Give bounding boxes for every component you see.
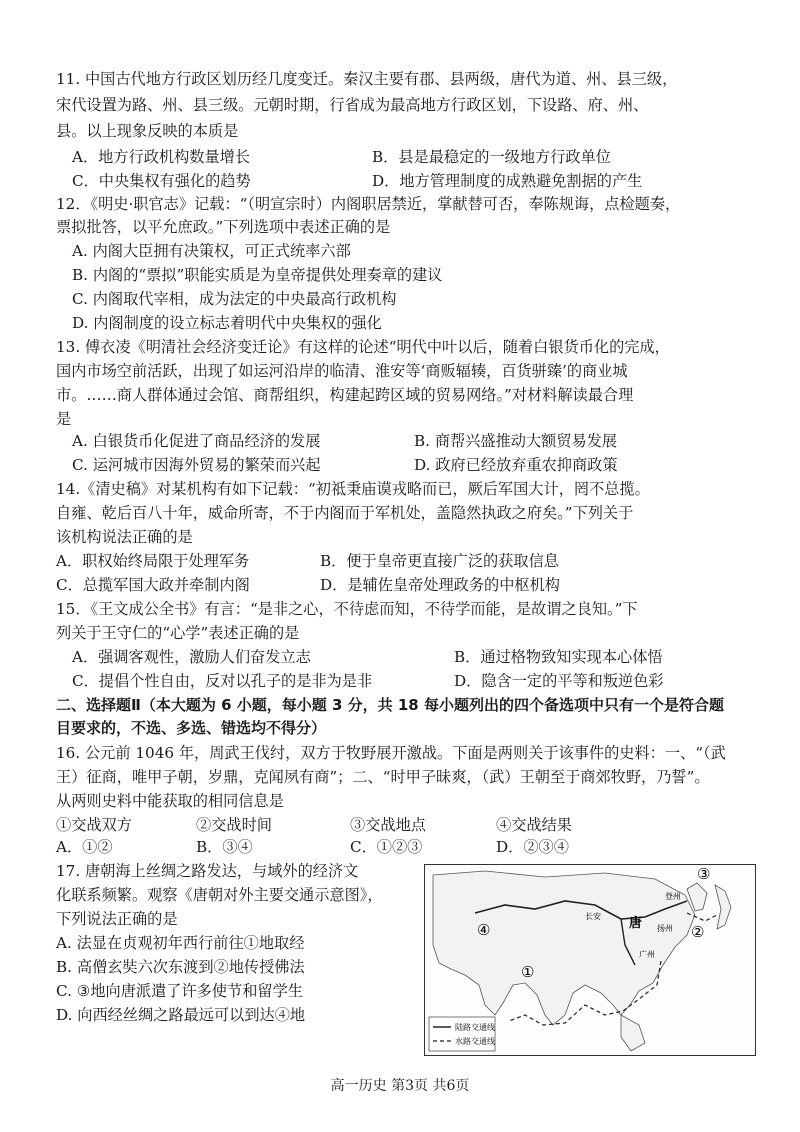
map-label-changan: 长安	[585, 912, 601, 921]
map-marker-1: ①	[521, 963, 535, 981]
map-drawing	[425, 865, 755, 1055]
q17-option-d: D. 向西经丝绸之路最远可以到达④地	[56, 1006, 306, 1024]
q11-stem-line-2: 宋代设置为路、州、县三级。元朝时期，行省成为最高地方行政区划，下设路、府、州、	[56, 96, 649, 114]
q14-option-a: A．职权始终局限于处理军务	[56, 552, 250, 570]
q14-stem-line-2: 自雍、乾后百八十年，威命所寄，不于内阁而于军机处，盖隐然执政之府矣。”下列关于	[56, 504, 634, 522]
q11-option-a: A．地方行政机构数量增长	[72, 148, 251, 166]
section-2-heading-line-1: 二、选择题Ⅱ（本大题为 6 小题，每小题 3 分，共 18 每小题列出的四个备选项中只有一个是符合题	[56, 696, 724, 714]
q17-stem-line-1: 17. 唐朝海上丝绸之路发达，与域外的经济文	[56, 862, 359, 880]
q13-stem-line-2: 国内市场空前活跃，出现了如运河沿岸的临清、淮安等‘商贩辐辏，百货骈臻’的商业城	[56, 362, 628, 380]
q12-option-a: A. 内阁大臣拥有决策权，可正式统率六部	[72, 242, 351, 260]
q14-option-b: B．便于皇帝更直接广泛的获取信息	[320, 552, 559, 570]
q14-option-c: C．总揽军国大政并牵制内阁	[56, 576, 250, 594]
q13-option-d: D. 政府已经放弃重农抑商政策	[414, 456, 618, 474]
q11-stem-line-1: 11. 中国古代地方行政区划历经几度变迁。秦汉主要有郡、县两级，唐代为道、州、县三级，	[56, 70, 678, 88]
q15-stem-line-1: 15．《王文成公全书》有言：“是非之心，不待虑而知，不待学而能，是故谓之良知。”下	[56, 600, 638, 618]
q17-option-c: C. ③地向唐派遣了许多使节和留学生	[56, 982, 303, 1000]
q13-option-a: A. 白银货币化促进了商品经济的发展	[72, 432, 321, 450]
q11-stem-line-3: 县。以上现象反映的本质是	[56, 122, 239, 140]
map-marker-2: ②	[691, 923, 705, 941]
map-label-dengzhou: 登州	[665, 892, 681, 901]
q13-option-c: C. 运河城市因海外贸易的繁荣而兴起	[72, 456, 321, 474]
q15-option-d: D．隐含一定的平等和叛逆色彩	[454, 672, 664, 690]
map-legend-land-label: 陆路交通线	[455, 1023, 495, 1032]
page-footer: 高一历史 第3页 共6页	[330, 1078, 470, 1094]
map-marker-4: ④	[477, 921, 491, 939]
map-label-yangzhou: 扬州	[657, 924, 673, 933]
q17-option-a: A. 法显在贞观初年西行前往①地取经	[56, 934, 305, 952]
q12-stem-line-1: 12．《明史·职官志》记载：“（明宣宗时）内阁职居禁近，掌献替可否，奉陈规诲，点检题奏，	[56, 195, 681, 213]
q16-item-2: ②交战时间	[196, 816, 272, 834]
q16-stem-line-3: 从两则史料中能获取的相同信息是	[56, 792, 284, 810]
map-marker-3: ③	[697, 865, 711, 883]
q15-option-b: B．通过格物致知实现本心体悟	[454, 648, 663, 666]
q11-option-d: D．地方管理制度的成熟避免割据的产生	[372, 172, 643, 190]
q16-option-c: C．①②③	[350, 838, 423, 856]
q13-stem-line-4: 是	[56, 410, 72, 428]
q16-item-1: ①交战双方	[56, 816, 132, 834]
q11-option-c: C．中央集权有强化的趋势	[72, 172, 251, 190]
q14-stem-line-3: 该机构说法正确的是	[56, 528, 193, 546]
q16-option-d: D．②③④	[496, 838, 569, 856]
map-legend-sea-label: 水路交通线	[455, 1037, 495, 1046]
tang-traffic-map	[424, 864, 756, 1056]
q16-item-3: ③交战地点	[350, 816, 426, 834]
q11-option-b: B．县是最稳定的一级地方行政单位	[372, 148, 611, 166]
q12-option-c: C. 内阁取代宰相，成为法定的中央最高行政机构	[72, 290, 397, 308]
q15-option-a: A．强调客观性，激励人们奋发立志	[72, 648, 311, 666]
q12-option-d: D. 内阁制度的设立标志着明代中央集权的强化	[72, 314, 382, 332]
q13-stem-line-1: 13. 傅衣凌《明清社会经济变迁论》有这样的论述“明代中叶以后，随着白银货币化的完成，	[56, 338, 670, 356]
map-label-tang: 唐	[629, 916, 643, 931]
q16-option-b: B．③④	[196, 838, 253, 856]
q17-stem-line-2: 化联系频繁。观察《唐朝对外主要交通示意图》，	[56, 886, 383, 904]
map-label-guangzhou: 广州	[639, 950, 655, 959]
map-landmass	[433, 871, 695, 1025]
q12-option-b: B. 内阁的“票拟”职能实质是为皇帝提供处理奏章的建议	[72, 266, 443, 284]
section-2-heading-line-2: 目要求的，不选、多选、错选均不得分）	[56, 719, 327, 737]
q16-option-a: A．①②	[56, 838, 113, 856]
map-japan	[715, 885, 731, 929]
q16-stem-line-2: 王）征商，唯甲子朝，岁鼎，克闻夙有商”；二、“时甲子昧爽，（武）王朝至于商郊牧野，乃誓”。	[56, 768, 710, 786]
q13-stem-line-3: 市。……商人群体通过会馆、商帮组织，构建起跨区域的贸易网络。”对材料解读最合理	[56, 386, 634, 404]
q14-option-d: D．是辅佐皇帝处理政务的中枢机构	[320, 576, 560, 594]
q15-stem-line-2: 列关于王守仁的“心学”表述正确的是	[56, 624, 300, 642]
q16-stem-line-1: 16. 公元前 1046 年，周武王伐纣，双方于牧野展开激战。下面是两则关于该事件的史料：一、“（武	[56, 744, 726, 762]
q12-stem-line-2: 票拟批答，以平允庶政。”下列选项中表述正确的是	[56, 218, 391, 236]
q17-stem-line-3: 下列说法正确的是	[56, 910, 178, 928]
q13-option-b: B. 商帮兴盛推动大额贸易发展	[414, 432, 618, 450]
q15-option-c: C．提倡个性自由，反对以孔子的是非为是非	[72, 672, 373, 690]
q17-option-b: B. 高僧玄奘六次东渡到②地传授佛法	[56, 958, 305, 976]
q16-item-4: ④交战结果	[496, 816, 572, 834]
q14-stem-line-1: 14.《清史稿》对某机构有如下记载：“初祗秉庙谟戎略而已，厥后军国大计，罔不总揽。	[56, 480, 650, 498]
map-indochina	[621, 1015, 645, 1051]
